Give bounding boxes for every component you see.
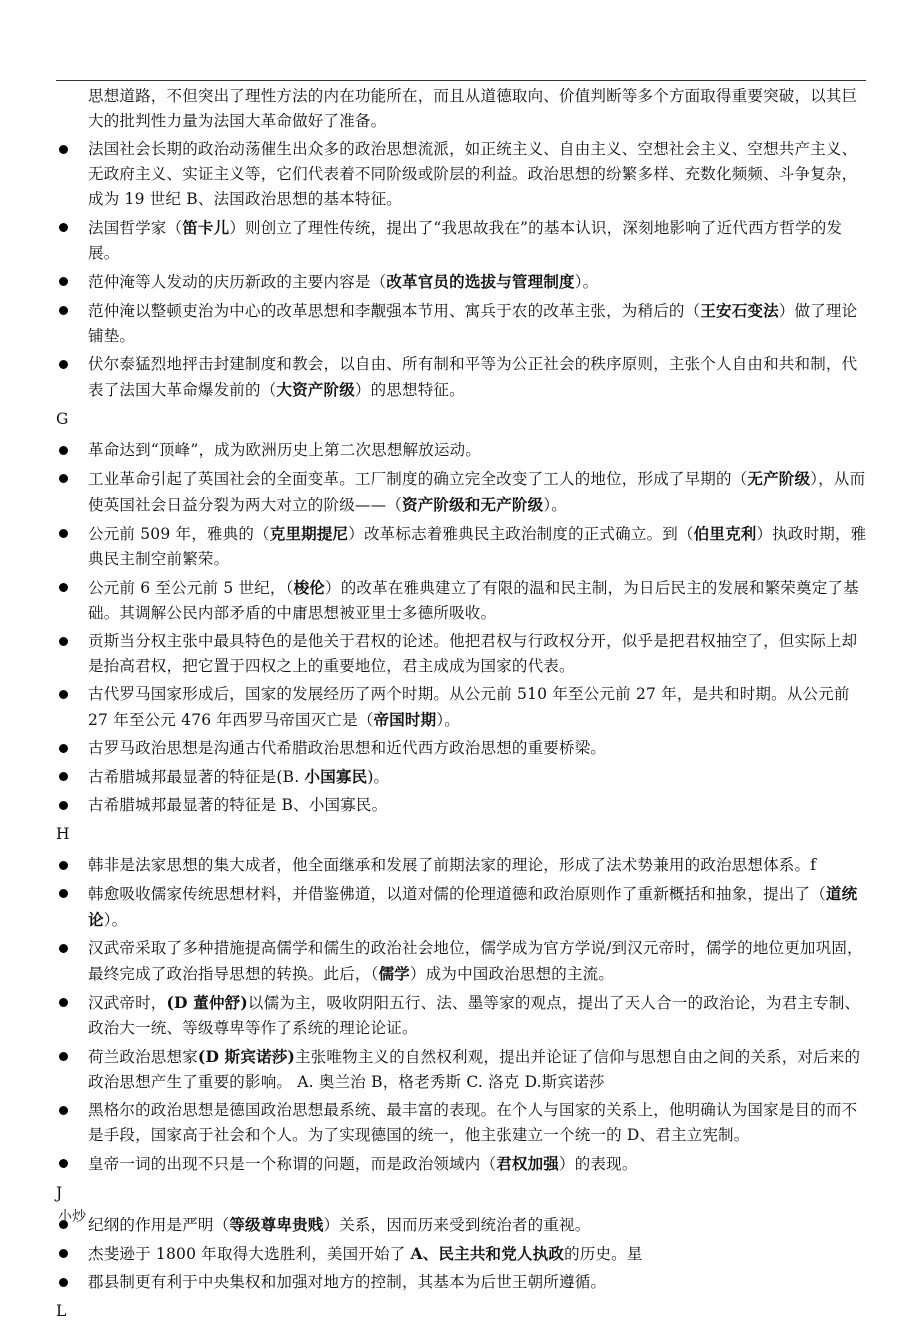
answer-text: 改革官员的选拔与管理制度: [386, 272, 575, 291]
item-text: 古希腊城邦最显著的特征是(B.: [88, 768, 305, 786]
answer-text: 王安石变法: [700, 301, 779, 320]
item-text: ）。: [574, 273, 599, 291]
entry-groups: [56, 137, 868, 1324]
item-text: 杰斐逊于 1800 年取得大选胜利，美国开始了: [88, 1245, 411, 1263]
answer-text: (D 董仲舒): [166, 993, 248, 1012]
list-item: [56, 1212, 868, 1238]
bullet-icon: [59, 1106, 68, 1115]
list-item: [56, 1151, 868, 1177]
item-text: 范仲淹等人发动的庆历新政的主要内容是（: [88, 273, 387, 291]
item-text: 法国社会长期的政治动荡催生出众多的政治思想流派，如正统主义、自由主义、空想社会主义、空想共产主义、无政府主义、实证主义等，它们代表着不同阶级或阶层的利益。政治思想的纷繁多样、充数化频频、斗争复杂，成为 19 世纪 B、法国政治思想的基本特征。: [88, 140, 858, 208]
bullet-icon: [59, 744, 68, 753]
list-item: [56, 629, 868, 679]
bullet-icon: [59, 637, 68, 646]
document-body: [56, 84, 868, 1330]
bullet-icon: [59, 1278, 68, 1287]
list-item: [56, 1044, 868, 1095]
item-text: ）。: [543, 496, 567, 514]
list-item: [56, 936, 868, 987]
item-text: ）成为中国政治思想的主流。: [409, 965, 615, 983]
item-text: 韩非是法家思想的集大成者，他全面继承和发展了前期法家的理论，形成了法术势兼用的政治思想体系。f: [88, 856, 817, 874]
answer-text: 资产阶级和无产阶级: [402, 495, 544, 514]
item-text: ）则创立了理性传统，提出了“我思故我在”的基本认识，深刻地影响了近代西方哲学的发展。: [88, 219, 843, 262]
list-item: [56, 269, 868, 295]
list-item: [56, 352, 868, 403]
answer-text: 帝国时期: [373, 710, 437, 729]
answer-text: 无产阶级: [747, 469, 811, 488]
bullet-icon: [59, 474, 68, 483]
section-letter: H: [56, 825, 70, 843]
item-text: 革命达到“顶峰”，成为欧洲历史上第二次思想解放运动。: [88, 441, 482, 459]
list-item: [56, 438, 868, 463]
item-text: 荷兰政治思想家: [88, 1048, 198, 1066]
answer-text: 小国寡民: [304, 767, 368, 786]
answer-text: 克里期提尼: [269, 524, 349, 543]
bullet-icon: [59, 772, 68, 781]
list-item: [56, 1241, 868, 1267]
item-text: ）的表现。: [559, 1155, 638, 1173]
item-text: ）。: [436, 711, 460, 729]
list-item: [56, 881, 868, 933]
section-letter: J: [56, 1184, 63, 1202]
answer-text: 笛卡儿: [182, 218, 230, 237]
item-text: 贡斯当分权主张中最具特色的是他关于君权的论述。他把君权与行政权分开，似乎是把君权抽空了，但实际上却是抬高君权，把它置于四权之上的重要地位，君主成成为国家的代表。: [88, 632, 858, 675]
item-text: 汉武帝采取了多种措施提高儒学和儒生的政治社会地位，儒学成为官方学说/到汉元帝时，儒学的地位更加巩固，最终完成了政治指导思想的转换。此后，（: [88, 939, 863, 983]
list-item: [56, 137, 868, 212]
list-item: [56, 764, 868, 790]
item-text: 汉武帝时，: [88, 994, 167, 1012]
bullet-icon: [59, 360, 68, 369]
item-text: 范仲淹以整顿吏治为中心的改革思想和李觏强本节用、寓兵于农的改革主张，为稍后的（: [88, 302, 701, 320]
bullet-icon: [59, 944, 68, 953]
item-text: 韩愈吸收儒家传统思想材料，并借鉴佛道，以道对儒的伦理道德和政治原则作了重新概括和抽象，提出了（: [88, 885, 826, 903]
answer-text: 道统论: [88, 884, 858, 929]
bullet-icon: [59, 801, 68, 810]
continuation-paragraph: 思想道路，不但突出了理性方法的内在功能所在，而且从道德取向、价值判断等多个方面取得重要突破，以其巨大的批判性力量为法国大革命做好了准备。: [88, 87, 858, 130]
answer-text: (D 斯宾诺莎): [197, 1047, 296, 1066]
bullet-icon: [59, 446, 68, 455]
list-item: [56, 736, 868, 761]
list-item: [56, 298, 868, 349]
list-item: [56, 990, 868, 1041]
item-text: ）执政时期，雅典民主制空前繁荣。: [88, 525, 867, 568]
list-item: [56, 1270, 868, 1295]
bullet-icon: [59, 889, 68, 898]
answer-text: 君权加强: [496, 1154, 560, 1173]
item-text: 皇帝一词的出现不只是一个称谓的问题，而是政治领域内（: [88, 1155, 497, 1173]
item-text: 公元前 6 至公元前 5 世纪，（: [88, 579, 294, 597]
item-text: 法国哲学家（: [88, 219, 183, 237]
item-text: 黑格尔的政治思想是德国政治思想最系统、最丰富的表现。在个人与国家的关系上，他明确认为国家是目的而不是手段，国家高于社会和个人。为了实现德国的统一，他主张建立一个统一的 D、君主立宪制。: [88, 1101, 858, 1144]
answer-text: 伯里克利: [693, 524, 757, 543]
item-text: 古希腊城邦最显著的特征是 B、小国寡民。: [88, 796, 388, 814]
bullet-icon: [59, 690, 68, 699]
bullet-icon: [59, 529, 68, 538]
bullet-icon: [59, 145, 68, 154]
item-text: 纪纲的作用是严明（: [88, 1216, 230, 1234]
answer-text: 梭伦: [293, 578, 325, 597]
list-item: [56, 1098, 868, 1148]
list-item: [56, 575, 868, 626]
list-item: [56, 521, 868, 572]
bullet-icon: [59, 306, 68, 315]
item-text: 以儒为主，吸收阴阳五行、法、墨等家的观点，提出了天人合一的政治论，为君主专制、政治大一统、等级尊卑等作了系统的理论论证。: [88, 994, 861, 1037]
list-item: [56, 853, 868, 878]
item-text: ）的思想特征。: [354, 381, 465, 399]
item-text: 公元前 509 年，雅典的（: [88, 525, 270, 543]
bullet-icon: [59, 583, 68, 592]
page-footer: 小炒: [58, 1209, 86, 1225]
item-text: 古代罗马国家形成后，国家的发展经历了两个时期。从公元前 510 年至公元前 27 年，是共和时期。从公元前 27 年至公元 476 年西罗马帝国灭亡是（: [88, 685, 850, 729]
item-text: ）改革标志着雅典民主政治制度的正式确立。到（: [348, 525, 694, 543]
item-text: 伏尔泰猛烈地抨击封建制度和教会，以自由、所有制和平等为公正社会的秩序原则，主张个人自由和共和制，代表了法国大革命爆发前的（: [88, 355, 858, 399]
item-text: ）做了理论铺垫。: [88, 302, 858, 345]
item-text: 主张唯物主义的自然权利观，提出并论证了信仰与思想自由之间的关系，对后来的政治思想产生了重要的影响。 A. 奥兰治 B，格老秀斯 C. 洛克 D.斯宾诺莎: [88, 1048, 861, 1091]
item-text: 古罗马政治思想是沟通古代希腊政治思想和近代西方政治思想的重要桥梁。: [88, 739, 607, 757]
bullet-icon: [59, 277, 68, 286]
item-text: 工业革命引起了英国社会的全面变革。工厂制度的确立完全改变了工人的地位，形成了早期的（: [88, 470, 748, 488]
section-letter: G: [56, 410, 69, 428]
list-item: [56, 682, 868, 733]
item-text: ）。: [103, 911, 128, 929]
item-text: ）关系，因而历来受到统治者的重视。: [323, 1216, 591, 1234]
list-item: [56, 215, 868, 266]
answer-text: 等级尊卑贵贱: [229, 1215, 324, 1234]
answer-text: 儒学: [378, 964, 410, 983]
list-item: [56, 793, 868, 818]
bullet-icon: [59, 998, 68, 1007]
item-text: ），从而使英国社会日益分裂为两大对立的阶级——（: [88, 470, 866, 514]
bullet-icon: [59, 1052, 68, 1061]
bullet-icon: [59, 1159, 68, 1168]
item-text: )。: [367, 768, 390, 786]
item-text: 的历史。星: [564, 1245, 643, 1263]
bullet-icon: [59, 223, 68, 232]
bullet-icon: [59, 861, 68, 870]
bullet-icon: [59, 1249, 68, 1258]
answer-text: A、民主共和党人执政: [410, 1244, 565, 1263]
answer-text: 大资产阶级: [276, 380, 355, 399]
item-text: ）的改革在雅典建立了有限的温和民主制，为日后民主的发展和繁荣奠定了基础。其调解公民内部矛盾的中庸思想被亚里士多德所吸收。: [88, 579, 859, 622]
list-item: [56, 466, 868, 518]
header-rule: [56, 80, 866, 81]
section-letter: L: [56, 1302, 67, 1320]
item-text: 郡县制更有利于中央集权和加强对地方的控制，其基本为后世王朝所遵循。: [88, 1273, 607, 1291]
